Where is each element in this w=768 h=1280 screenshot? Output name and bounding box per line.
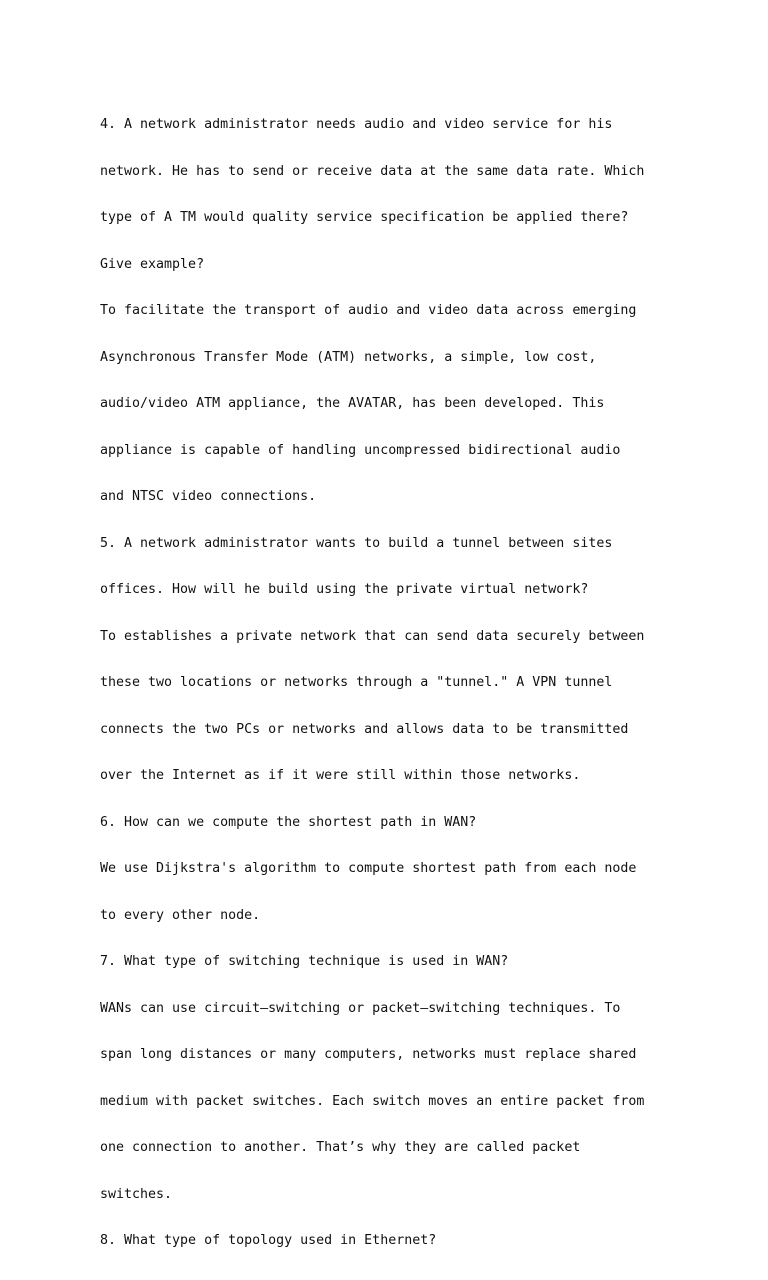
answer-6-line-2: to every other node.	[100, 907, 261, 923]
question-5-line-1: 5. A network administrator wants to build a tunnel between sites	[100, 535, 613, 551]
question-4-line-4: Give example?	[100, 256, 205, 272]
question-8-line-1: 8. What type of topology used in Ethernet?	[100, 1233, 437, 1248]
answer-5-line-3: connects the two PCs or networks and allows data to be transmitted	[100, 721, 629, 737]
answer-5-line-1: To establishes a private network that can send data securely between	[100, 628, 645, 644]
answer-6-line-1: We use Dijkstra's algorithm to compute shortest path from each node	[100, 861, 637, 876]
answer-7-line-3: medium with packet switches. Each switch moves an entire packet from	[100, 1093, 645, 1109]
answer-4-line-3: audio/video ATM appliance, the AVATAR, has been developed. This	[100, 396, 605, 411]
answer-4-line-2: Asynchronous Transfer Mode (ATM) networks, a simple, low cost,	[100, 349, 597, 365]
answer-4-line-1: To facilitate the transport of audio and video data across emerging	[100, 303, 637, 318]
question-4-line-2: network. He has to send or receive data at the same data rate. Which	[100, 163, 645, 179]
question-4-line-1: 4. A network administrator needs audio and video service for his	[100, 117, 613, 132]
answer-4-line-5: and NTSC video connections.	[100, 489, 317, 504]
document-text	[100, 86, 690, 1280]
answer-7-line-2: span long distances or many computers, networks must replace shared	[100, 1047, 637, 1062]
answer-7-line-1: WANs can use circuit–switching or packet–switching techniques. To	[100, 1000, 621, 1016]
answer-5-line-2: these two locations or networks through a "tunnel." A VPN tunnel	[100, 675, 613, 690]
answer-7-line-5: switches.	[100, 1186, 173, 1202]
question-7-line-1: 7. What type of switching technique is used in WAN?	[100, 954, 509, 969]
answer-7-line-4: one connection to another. That’s why they are called packet	[100, 1140, 581, 1155]
answer-4-line-4: appliance is capable of handling uncompressed bidirectional audio	[100, 442, 621, 458]
question-5-line-2: offices. How will he build using the private virtual network?	[100, 582, 589, 597]
answer-5-line-4: over the Internet as if it were still within those networks.	[100, 768, 581, 783]
question-4-line-3: type of A TM would quality service specification be applied there?	[100, 210, 629, 225]
question-6-line-1: 6. How can we compute the shortest path in WAN?	[100, 814, 477, 830]
